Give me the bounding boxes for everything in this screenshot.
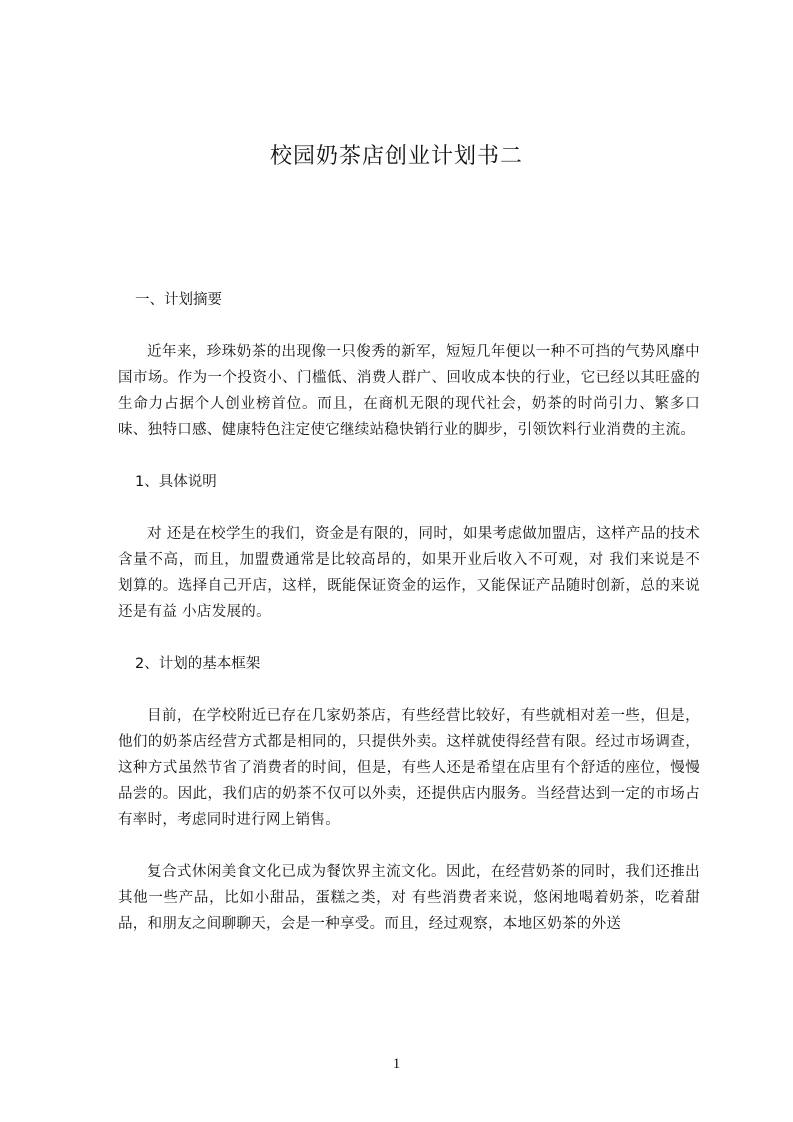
page-number: 1 bbox=[392, 1056, 401, 1072]
page-title: 校园奶茶店创业计划书二 bbox=[269, 144, 523, 169]
document-body bbox=[118, 287, 700, 937]
section-heading-framework: 2、计划的基本框架 bbox=[135, 656, 261, 672]
paragraph-summary: 近年来，珍珠奶茶的出现像一只俊秀的新军，短短几年便以一种不可挡的气势风靡中国市场。作为一个投资小、门槛低、消费人群广、回收成本快的行业，它已经以其旺盛的生命力占据个人创业榜首位。而且，在商机无限的现代社会，奶茶的时尚引力、繁多口味、独特口感、健康特色注定使它继续站稳快销行业的脚步，引领饮料行业消费的主流。 bbox=[118, 344, 700, 438]
paragraph-framework-1: 目前，在学校附近已存在几家奶茶店，有些经营比较好，有些就相对差一些，但是，他们的奶茶店经营方式都是相同的，只提供外卖。这样就使得经营有限。经过市场调查，这种方式虽然节省了消费者的时间，但是，有些人还是希望在店里有个舒适的座位，慢慢品尝的。因此，我们店的奶茶不仅可以外卖，还提供店内服务。当经营达到一定的市场占有率时，考虑同时进行网上销售。 bbox=[118, 708, 700, 828]
section-heading-summary: 一、计划摘要 bbox=[135, 292, 222, 308]
paragraph-details: 对 还是在校学生的我们，资金是有限的，同时，如果考虑做加盟店，这样产品的技术含量不高，而且，加盟费通常是比较高昂的，如果开业后收入不可观，对 我们来说是不划算的。选择自己开店，这样，既能保证资金的运作，又能保证产品随时创新，总的来说还是有益 小店发展的。 bbox=[118, 526, 700, 620]
paragraph-framework-2: 复合式休闲美食文化已成为餐饮界主流文化。因此，在经营奶茶的同时，我们还推出其他一些产品，比如小甜品，蛋糕之类，对 有些消费者来说，悠闲地喝着奶茶，吃着甜品，和朋友之间聊聊天，会是一种享受。而且，经过观察，本地区奶茶的外送 bbox=[118, 864, 700, 932]
section-heading-details: 1、具体说明 bbox=[135, 474, 217, 490]
